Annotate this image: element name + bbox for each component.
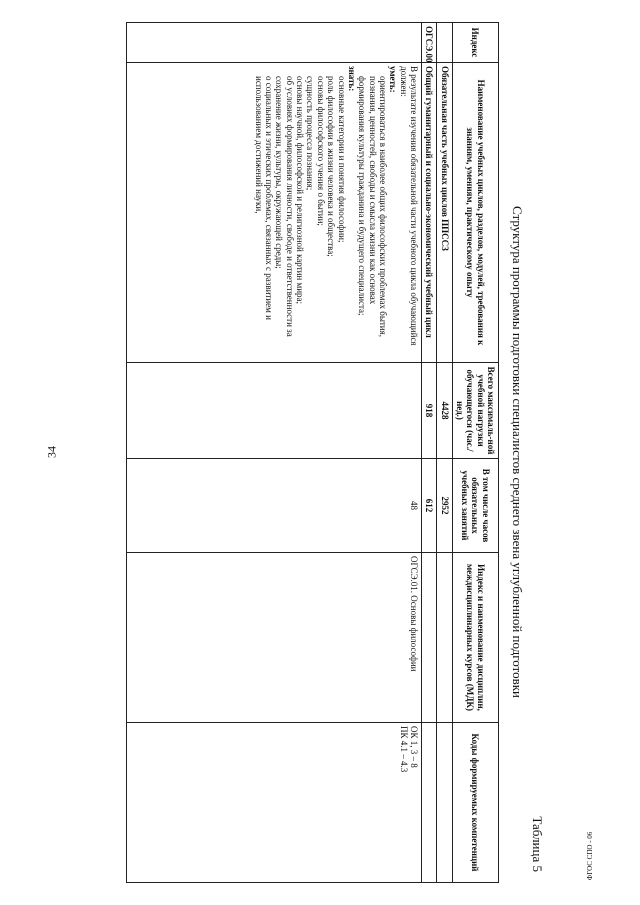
cell-required-hours: 48 bbox=[126, 459, 421, 553]
header-discipline: Индекс и наименование дисциплин, междисциплинарных курсов (МДК) bbox=[452, 553, 498, 723]
table-row-mandatory bbox=[437, 23, 452, 883]
header-max-load: Всего максималь-ной учебной нагрузки обучающегося (час./нед.) bbox=[452, 363, 498, 459]
cell-max-load bbox=[126, 363, 421, 459]
znat-item: основы философского учения о бытии; bbox=[315, 76, 326, 226]
cell-max-load: 918 bbox=[421, 363, 436, 459]
structure-table bbox=[126, 22, 499, 883]
znat-item: основы научной, философской и религиозной картин мира; bbox=[295, 76, 306, 305]
footer-code: ФГОС СПО - 06 bbox=[586, 831, 594, 881]
page-number: 34 bbox=[44, 446, 59, 458]
table-row-detail bbox=[126, 23, 421, 883]
table-title: Таблица 5 bbox=[530, 816, 545, 872]
umet-text: ориентироваться в наиболее общих философских проблемах бытия, познания, ценностей, свободы и смысла жизни как основах формирования культуры гражданина и будущего специалиста; bbox=[357, 76, 388, 338]
cell-index bbox=[437, 23, 452, 63]
cell-required-hours: 2952 bbox=[437, 459, 452, 553]
cell-requirements bbox=[126, 63, 421, 363]
cell-discipline bbox=[437, 553, 452, 723]
cell-max-load: 4428 bbox=[437, 363, 452, 459]
table-header bbox=[452, 23, 498, 883]
codes-line: ОК 1, 3 – 8 bbox=[408, 726, 419, 768]
znat-item: об условиях формирования личности, свободе и ответственности за сохранение жизни, культуры, окружающей среды; bbox=[274, 76, 295, 337]
cell-required-hours: 612 bbox=[421, 459, 436, 553]
header-codes: Коды формируемых компетенций bbox=[452, 723, 498, 883]
cell-name: Обязательная часть учебных циклов ППССЗ bbox=[437, 63, 452, 363]
header-name: Наименование учебных циклов, разделов, модулей, требования к знаниям, умениям, практическому опыту bbox=[452, 63, 498, 363]
cell-name: Общий гуманитарный и социально-экономический учебный цикл bbox=[421, 63, 436, 363]
rotated-table-sheet bbox=[85, 22, 555, 882]
znat-item: сущность процесса познания; bbox=[305, 76, 316, 191]
table-body bbox=[126, 23, 452, 883]
znat-label: знать: bbox=[346, 66, 357, 92]
header-required-hours: В том числе часов обязательных учебных занятий bbox=[452, 459, 498, 553]
requirements-intro: В результате изучения обязательной части учебного цикла обучающийся должен: bbox=[398, 66, 419, 346]
codes-line: ПК 4.1 – 4.3 bbox=[398, 726, 409, 773]
table-row-ogse bbox=[421, 23, 436, 883]
header-index: Индекс bbox=[452, 23, 498, 63]
cell-discipline: ОГСЭ.01. Основы философии bbox=[126, 553, 421, 723]
znat-item: основные категории и понятия философии; bbox=[336, 76, 347, 243]
header-row bbox=[452, 23, 498, 883]
table-heading: Структура программы подготовки специалистов среднего звена углубленной подготовки bbox=[510, 206, 525, 698]
cell-index bbox=[126, 23, 421, 63]
cell-discipline bbox=[421, 553, 436, 723]
cell-codes bbox=[437, 723, 452, 883]
znat-item: роль философии в жизни человека и общества; bbox=[326, 76, 337, 257]
umet-label: уметь: bbox=[388, 66, 399, 93]
cell-codes bbox=[126, 723, 421, 883]
znat-item: о социальных и этических проблемах, связанных с развитием и использованием достижений науки, bbox=[253, 76, 275, 320]
cell-codes bbox=[421, 723, 436, 883]
cell-index: ОГСЭ.00 bbox=[421, 23, 436, 63]
